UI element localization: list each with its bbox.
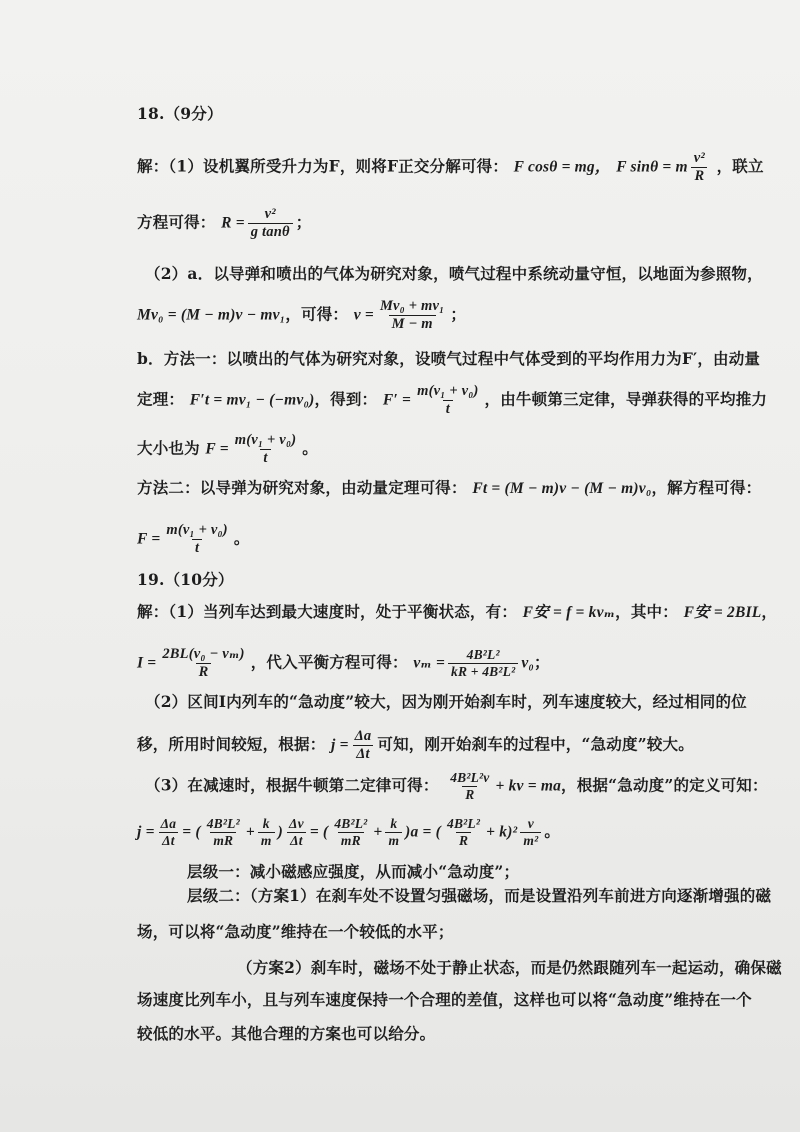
q19-jerk-op: = ( (182, 823, 201, 841)
fraction-numerator: 4B²L² (334, 816, 368, 831)
q18-line7-suffix: 。 (302, 438, 318, 458)
q19-line4-suffix: 可知，刚开始刹车的过程中，“急动度”较大。 (377, 734, 694, 754)
fraction-denominator: R (462, 786, 477, 803)
q18-eq-f: F = (205, 440, 229, 458)
q18-line1-suffix: ，联立 (716, 156, 764, 176)
q19-eq-i: I = (137, 654, 157, 672)
fraction-denominator: R (456, 832, 471, 849)
fraction-numerator: 4B²L² (206, 816, 240, 831)
fraction-numerator: Mv₀ + mv₁ (379, 298, 445, 314)
q19-ampere-eq: F安 = 2BIL (683, 604, 762, 621)
q19-level2: 层级二：（方案1）在刹车处不设置匀强磁场，而是设置沿列车前进方向逐渐增强的磁 (187, 886, 772, 905)
q19-fraction-force (447, 770, 492, 803)
q19-line6 (137, 816, 560, 849)
q19-newton-eq: + kv = ma (495, 777, 562, 795)
q18-line2-text: 方程可得： (137, 212, 216, 232)
q19-jerk-lhs: j = (137, 823, 155, 841)
q18-line6-mid: ，得到： (314, 389, 378, 409)
q19-line1 (137, 602, 777, 623)
q19-fraction-vm (448, 647, 518, 680)
q18-line8 (137, 478, 761, 499)
q18-line6 (137, 383, 767, 418)
q18-fraction-v2-r (691, 150, 708, 185)
q19-line4 (137, 728, 694, 763)
q19-fraction-j (352, 728, 375, 763)
fraction-numerator: v² (693, 150, 705, 166)
q19-frac-1 (158, 816, 180, 849)
q19-plan2-cont1: 场速度比列车小，且与列车速度保持一个合理的差值，这样也可以将“急动度”维持在一个 (137, 990, 752, 1009)
q19-fraction-i (159, 646, 247, 681)
q19-eq-vm: vₘ = (413, 654, 446, 672)
fraction-numerator: v (527, 816, 534, 831)
fraction-denominator: t (443, 400, 453, 418)
q18-fraction-r (248, 206, 293, 241)
q18-line7 (137, 432, 318, 467)
fraction-denominator: Δt (287, 832, 306, 849)
fraction-numerator: Δv (288, 816, 304, 831)
q19-frac-6 (385, 816, 402, 849)
fraction-denominator: m (258, 832, 275, 849)
q19-line6-suffix: 。 (544, 821, 561, 841)
q18-eq-r: R = (221, 214, 245, 232)
q18-line4-mid: ，可得： (285, 304, 349, 324)
fraction-denominator: t (192, 539, 202, 557)
q19-frac-5 (331, 816, 370, 849)
q19-line2-mid: ，代入平衡方程可得： (250, 652, 408, 672)
q19-jerk-op: + (245, 823, 255, 841)
fraction-denominator: Δt (159, 832, 178, 849)
fraction-denominator: M − m (389, 315, 436, 333)
q18-line3: （2）a．以导弹和喷出的气体为研究对象，喷气过程中系统动量守恒，以地面为参照物， (145, 264, 763, 283)
q19-line1-suffix: ， (761, 602, 778, 621)
q18-method2-eq: Ft = (M − m)v − (M − m)v₀ (472, 480, 652, 497)
q19-frac-2 (204, 816, 243, 849)
q18-line7-text: 大小也为 (137, 438, 200, 458)
q19-plan2-cont2: 较低的水平。其他合理的方案也可以给分。 (137, 1024, 436, 1043)
q19-line4-text: 移，所用时间较短，根据： (137, 734, 326, 754)
q18-line5: b．方法一：以喷出的气体为研究对象，设喷气过程中气体受到的平均作用力为F′，由动量 (137, 349, 761, 368)
q19-line3: （2）区间Ⅰ内列车的“急动度”较大，因为刚开始刹车时，列车速度较大，经过相同的位 (145, 692, 747, 711)
q19-line5-text: （3）在减速时，根据牛顿第二定律可得： (145, 775, 439, 795)
q18-line6-text: 定理： (137, 389, 185, 409)
q19-header: 19.（10分） (137, 570, 234, 589)
q18-fraction-f (232, 432, 299, 467)
q18-eq-f-final: F = (137, 530, 161, 548)
fraction-numerator: 4B²L² (447, 816, 481, 831)
q19-level1: 层级一：减小磁感应强度，从而减小“急动度”； (187, 862, 520, 881)
q18-line6-suffix: ，由牛顿第三定律，导弹获得的平均推力 (484, 389, 768, 409)
fraction-numerator: v² (264, 206, 276, 222)
q18-line4 (137, 298, 466, 333)
q18-line2-suffix: ； (295, 212, 312, 232)
q19-frac-7 (444, 816, 483, 849)
q18-line9-suffix: 。 (233, 528, 250, 548)
q19-jerk-op: + (373, 823, 383, 841)
q19-jerk-op: = ( (309, 823, 329, 841)
q18-line9 (137, 522, 250, 557)
q19-frac-3 (258, 816, 275, 849)
q18-header: 18.（9分） (137, 104, 223, 123)
fraction-denominator: t (260, 449, 270, 467)
fraction-denominator: R (691, 167, 707, 185)
q18-line2 (137, 206, 311, 241)
q18-impulse-eq: F′t = mv₁ − (−mv₀) (189, 391, 315, 409)
q19-line1-text: 解：（1）当列车达到最大速度时，处于平衡状态，有： (137, 602, 518, 621)
fraction-numerator: m(v₁ + v₀) (166, 522, 228, 538)
fraction-denominator: g tanθ (248, 223, 293, 241)
q19-line1-mid: ，其中： (615, 602, 678, 621)
fraction-numerator: m(v₁ + v₀) (234, 432, 297, 448)
fraction-denominator: kR + 4B²L² (448, 663, 518, 680)
q18-eq-fsin: F sinθ = m (616, 158, 688, 176)
q18-fraction-f-final (163, 522, 230, 557)
q18-line1-text: 解：（1）设机翼所受升力为F，则将F正交分解可得： (137, 156, 509, 176)
q19-line2 (137, 646, 550, 681)
q19-balance-eq: F安 = f = kvₘ (522, 604, 616, 621)
q18-line8-suffix: ，解方程可得： (651, 478, 762, 497)
q19-line5-suffix: ，根据“急动度”的定义可知： (561, 775, 768, 795)
q18-fraction-v (377, 298, 447, 333)
fraction-denominator: Δt (353, 745, 373, 763)
fraction-denominator: mR (210, 832, 236, 849)
fraction-denominator: R (196, 663, 212, 681)
q18-eq-fprime: F′ = (382, 391, 412, 409)
fraction-numerator: Δa (354, 728, 372, 744)
fraction-numerator: k (390, 816, 398, 831)
q19-level2-cont: 场，可以将“急动度”维持在一个较低的水平； (137, 922, 454, 941)
q18-fraction-fprime (414, 383, 481, 418)
q19-eq-j: j = (331, 736, 349, 754)
q19-jerk-op: ) (277, 823, 283, 841)
fraction-numerator: m(v₁ + v₀) (417, 383, 479, 399)
q18-line1 (137, 150, 764, 185)
fraction-numerator: 4B²L² (466, 647, 500, 662)
q19-frac-4 (286, 816, 307, 849)
fraction-denominator: mR (338, 832, 364, 849)
fraction-numerator: 4B²L²v (450, 770, 490, 785)
q18-momentum-eq: Mv₀ = (M − m)v − mv₁ (137, 306, 286, 324)
q18-line4-suffix: ； (450, 304, 467, 324)
fraction-denominator: m² (520, 832, 541, 849)
q19-plan2: （方案2）刹车时，磁场不处于静止状态，而是仍然跟随列车一起运动，确保磁 (237, 958, 782, 977)
q19-eq-v0: v₀ (521, 654, 535, 672)
q18-eq-v: v = (353, 306, 374, 324)
q19-frac-8 (520, 816, 541, 849)
q19-line2-suffix: ； (534, 652, 550, 672)
q19-line5 (145, 770, 768, 803)
q18-line8-text: 方法二：以导弹为研究对象，由动量定理可得： (137, 478, 467, 497)
fraction-numerator: k (262, 816, 270, 831)
fraction-denominator: m (385, 832, 402, 849)
fraction-numerator: Δa (160, 816, 177, 831)
q19-jerk-op: + k)² (486, 823, 518, 841)
q18-eq-fcos: F cosθ = mg， (513, 158, 611, 176)
fraction-numerator: 2BL(v₀ − vₘ) (162, 646, 245, 662)
q19-jerk-op: )a = ( (405, 823, 442, 841)
